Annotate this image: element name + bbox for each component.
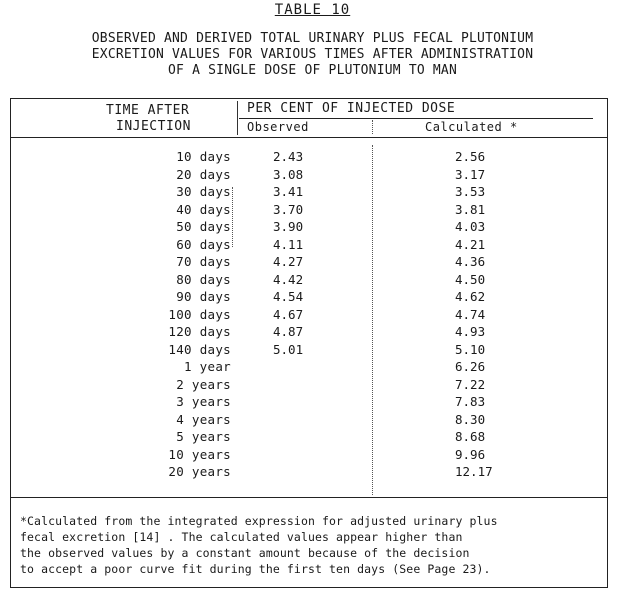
footnote-line-2: fecal excretion [14] . The calculated values appear higher than <box>20 530 463 544</box>
table-row <box>11 342 609 358</box>
observed-cell: 3.90 <box>273 219 304 234</box>
time-cell: 90 days <box>176 289 231 304</box>
caption-line-3: OF A SINGLE DOSE OF PLUTONIUM TO MAN <box>168 63 457 78</box>
table-label <box>0 2 625 18</box>
table-row <box>11 324 609 340</box>
time-cell: 120 days <box>168 324 231 339</box>
calculated-cell: 9.96 <box>455 446 486 462</box>
time-cell: 50 days <box>176 219 231 234</box>
table-row <box>11 307 609 323</box>
calculated-cell: 8.30 <box>455 411 486 427</box>
time-cell: 20 years <box>168 464 231 479</box>
calculated-cell: 5.10 <box>455 341 486 357</box>
time-cell: 1 year <box>184 359 231 374</box>
table-row <box>11 412 609 428</box>
time-cell: 40 days <box>176 201 231 217</box>
table-row <box>11 377 609 393</box>
calculated-cell: 4.93 <box>455 324 486 339</box>
table-caption <box>0 31 625 79</box>
time-cell: 10 days <box>176 149 231 164</box>
time-cell: 3 years <box>176 394 231 409</box>
time-cell: 140 days <box>168 341 231 357</box>
time-cell: 80 days <box>176 271 231 287</box>
header-time-after: TIME AFTER <box>106 103 190 118</box>
observed-cell: 4.11 <box>273 236 304 252</box>
table-row <box>11 289 609 305</box>
header-percent-injected-dose: PER CENT OF INJECTED DOSE <box>247 101 456 116</box>
header-subdivider <box>239 118 593 119</box>
observed-cell: 3.08 <box>273 166 304 182</box>
header-calculated: Calculated * <box>425 120 518 134</box>
table-row <box>11 429 609 445</box>
subheader-divider <box>372 120 373 134</box>
table-row <box>11 237 609 253</box>
table-row <box>11 359 609 375</box>
table-row <box>11 167 609 183</box>
calculated-cell: 7.22 <box>455 376 486 392</box>
calculated-cell: 3.81 <box>455 201 486 217</box>
calculated-cell: 8.68 <box>455 429 486 444</box>
footnote-line-3: the observed values by a constant amount because of the decision <box>20 546 470 560</box>
header-injection: INJECTION <box>116 119 191 134</box>
time-cell: 70 days <box>176 254 231 269</box>
calculated-cell: 6.26 <box>455 359 486 374</box>
calculated-cell: 4.36 <box>455 254 486 269</box>
footnote-line-1: *Calculated from the integrated expression for adjusted urinary plus <box>20 514 498 528</box>
observed-cell: 4.42 <box>273 271 304 287</box>
table-row <box>11 149 609 165</box>
time-cell: 60 days <box>176 236 231 252</box>
observed-cell: 2.43 <box>273 149 304 164</box>
table-label-text: TABLE 10 <box>274 2 351 18</box>
calculated-cell: 3.17 <box>455 166 486 182</box>
calculated-cell: 2.56 <box>455 149 486 164</box>
footnote <box>20 513 610 577</box>
header-column-divider <box>237 101 238 135</box>
calculated-cell: 4.21 <box>455 236 486 252</box>
table-row <box>11 394 609 410</box>
observed-cell: 3.70 <box>273 201 304 217</box>
time-cell: 20 days <box>176 166 231 182</box>
caption-line-1: OBSERVED AND DERIVED TOTAL URINARY PLUS FECAL PLUTONIUM <box>91 31 534 46</box>
observed-cell: 4.67 <box>273 306 304 322</box>
observed-cell: 5.01 <box>273 341 304 357</box>
calculated-cell: 4.62 <box>455 289 486 304</box>
header-observed: Observed <box>247 120 309 134</box>
time-cell: 100 days <box>168 306 231 322</box>
calculated-cell: 4.03 <box>455 219 486 234</box>
table-row <box>11 464 609 480</box>
footnote-line-4: to accept a poor curve fit during the first ten days (See Page 23). <box>20 562 491 576</box>
observed-cell: 3.41 <box>273 184 304 199</box>
table-row <box>11 184 609 200</box>
table-row <box>11 254 609 270</box>
time-cell: 2 years <box>176 376 231 392</box>
header-rule <box>11 137 607 138</box>
observed-cell: 4.87 <box>273 324 304 339</box>
caption-line-2: EXCRETION VALUES FOR VARIOUS TIMES AFTER ADMINISTRATION <box>91 47 534 62</box>
table-row <box>11 272 609 288</box>
footnote-rule <box>11 497 607 498</box>
table-row <box>11 202 609 218</box>
calculated-cell: 4.50 <box>455 271 486 287</box>
calculated-cell: 4.74 <box>455 306 486 322</box>
calculated-cell: 3.53 <box>455 184 486 199</box>
time-cell: 30 days <box>176 184 231 199</box>
table-row <box>11 447 609 463</box>
time-cell: 10 years <box>168 446 231 462</box>
calculated-cell: 7.83 <box>455 394 486 409</box>
observed-cell: 4.27 <box>273 254 304 269</box>
time-cell: 4 years <box>176 411 231 427</box>
calculated-cell: 12.17 <box>455 464 493 479</box>
time-cell: 5 years <box>176 429 231 444</box>
observed-cell: 4.54 <box>273 289 304 304</box>
table-row <box>11 219 609 235</box>
